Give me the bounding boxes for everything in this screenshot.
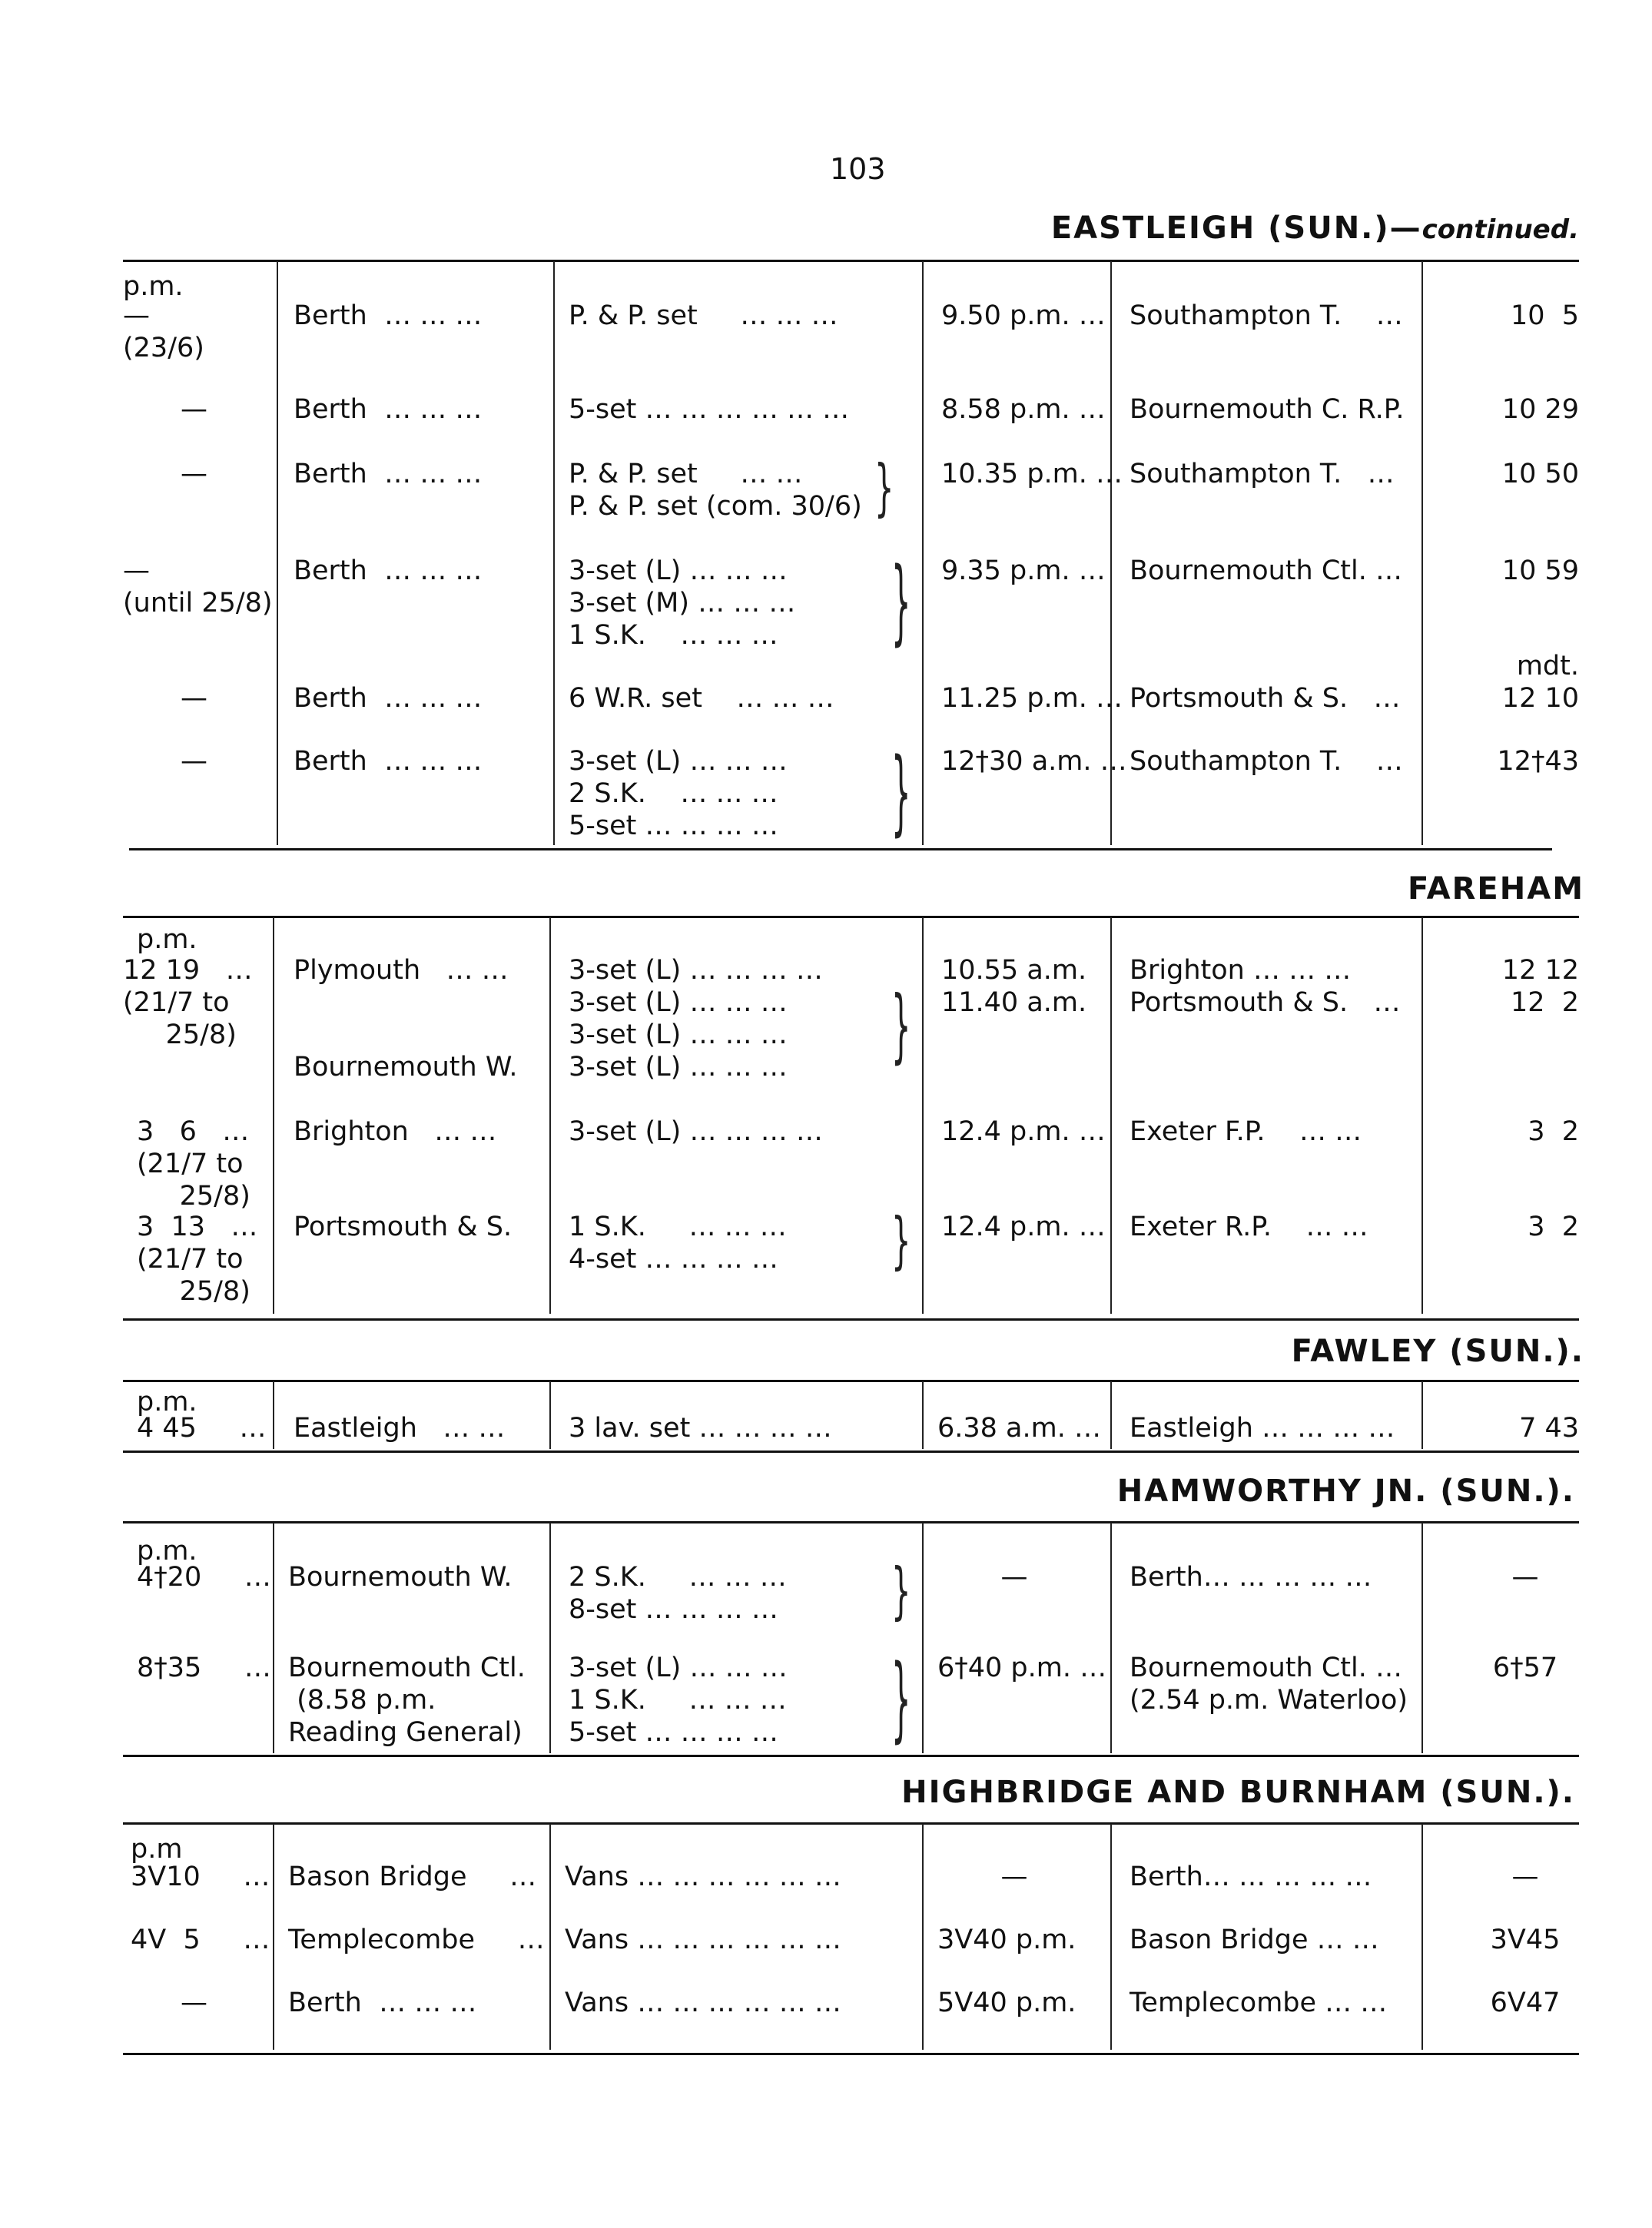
table-cell: Bournemouth Ctl. … (1130, 555, 1402, 586)
table-cell: 8†35 … (137, 1653, 271, 1683)
table-cell: 3 2 (1528, 1212, 1579, 1242)
table-cell: P. & P. set … … … (569, 300, 838, 331)
table-cell: 10.35 p.m. … (941, 459, 1123, 489)
table-cell: Vans … … … … … … (565, 1925, 841, 1955)
table-cell: — (181, 1988, 207, 2018)
horizontal-rule (129, 848, 1552, 850)
section-title-hamworthy: HAMWORTHY JN. (SUN.). (1116, 1474, 1575, 1509)
brace-icon: } (891, 1206, 911, 1277)
table-cell: Portsmouth & S. (294, 1212, 513, 1242)
table-cell: 12†43 (1497, 746, 1579, 777)
section-title-fawley: FAWLEY (SUN.). (1291, 1334, 1584, 1369)
table-cell: 4†20 … (137, 1562, 271, 1593)
table-cell: 3V40 p.m. (937, 1925, 1076, 1955)
table-cell: Bason Bridge … … (1130, 1925, 1379, 1955)
table-cell: 10 50 (1501, 459, 1579, 489)
table-cell: Berth … … … (288, 1988, 477, 2018)
table-cell: Berth … … … (294, 459, 483, 489)
table-cell: P. & P. set … … P. & P. set (com. 30/6) (569, 459, 862, 522)
table-cell: Brighton … … … Portsmouth & S. … (1130, 955, 1401, 1018)
table-cell: 4V 5 … (131, 1925, 270, 1955)
horizontal-rule (123, 1755, 1579, 1757)
table-cell: Plymouth … … Bournemouth W. (294, 955, 518, 1083)
table-cell: 3V10 … (131, 1862, 270, 1892)
table-cell: 12†30 a.m. … (941, 746, 1127, 777)
table-cell: — (181, 746, 207, 777)
table-cell: Templecombe … … (1130, 1988, 1388, 2018)
table-cell: 11.25 p.m. … (941, 683, 1123, 714)
brace-icon: } (891, 980, 911, 1073)
table-cell: Bournemouth Ctl. … (2.54 p.m. Waterloo) (1130, 1653, 1408, 1716)
table-cell: Southampton T. … (1130, 300, 1403, 331)
table-cell: 10 5 (1510, 300, 1579, 331)
table-cell: Southampton T. … (1130, 746, 1403, 777)
section-title-eastleigh (1051, 211, 1579, 246)
table-cell: Berth… … … … … (1130, 1562, 1372, 1593)
table-cell: 3V45 (1490, 1925, 1561, 1955)
table-cell: — (1511, 1862, 1539, 1892)
section-title-highbridge: HIGHBRIDGE AND BURNHAM (SUN.). (901, 1775, 1575, 1810)
table-cell: Vans … … … … … … (565, 1862, 841, 1892)
unit-label: p.m. (123, 271, 184, 302)
table-cell: — (23/6) (123, 300, 204, 363)
table-cell: 3 6 … (21/7 to 25/8) (137, 1116, 250, 1212)
brace-icon: } (891, 1647, 911, 1753)
table-cell: Bournemouth W. (288, 1562, 513, 1593)
brace-icon: } (891, 741, 911, 847)
table-cell: — (181, 459, 207, 489)
unit-label: p.m (131, 1834, 183, 1865)
table-cell: — (until 25/8) (123, 555, 273, 618)
unit-label: p.m. (137, 1387, 197, 1417)
table-cell: — (1511, 1562, 1539, 1593)
table-cell: 3-set (L) … … … 3-set (M) … … … 1 S.K. … … … (569, 555, 796, 651)
table-cell: 12.4 p.m. … (941, 1116, 1106, 1147)
table-cell: 6†40 p.m. … (937, 1653, 1107, 1683)
table-cell: 4 45 … (137, 1413, 267, 1444)
table-cell: Bason Bridge … (288, 1862, 537, 1892)
table-cell: Portsmouth & S. … (1130, 683, 1401, 714)
horizontal-rule (123, 1318, 1579, 1321)
section-fareham (123, 917, 1579, 1314)
table-cell: 6†57 (1492, 1653, 1558, 1683)
table-cell: 6.38 a.m. … (937, 1413, 1101, 1444)
table-cell: 9.35 p.m. … (941, 555, 1106, 586)
table-cell: Berth … … … (294, 394, 483, 425)
table-cell: 3 13 … (21/7 to 25/8) (137, 1212, 258, 1307)
table-cell: Exeter R.P. … … (1130, 1212, 1368, 1242)
section-fawley (123, 1381, 1579, 1449)
table-cell: — (1000, 1862, 1028, 1892)
section-hamworthy (123, 1523, 1579, 1753)
horizontal-rule (123, 2053, 1579, 2055)
table-cell: 10.55 a.m. 11.40 a.m. (941, 955, 1087, 1018)
column-divider (1110, 1523, 1112, 1753)
table-cell: 10 59 (1501, 555, 1579, 586)
table-cell: Berth … … … (294, 300, 483, 331)
table-cell: 2 S.K. … … … 8-set … … … … (569, 1562, 787, 1625)
table-cell: Eastleigh … … (294, 1413, 506, 1444)
table-cell: Brighton … … (294, 1116, 497, 1147)
brace-icon: } (891, 1557, 911, 1627)
section-title-continued: continued. (1421, 214, 1579, 245)
section-eastleigh (123, 261, 1579, 845)
table-cell: Berth … … … (294, 746, 483, 777)
table-cell: Exeter F.P. … … (1130, 1116, 1362, 1147)
table-cell: 3 lav. set … … … … (569, 1413, 832, 1444)
table-cell: Vans … … … … … … (565, 1988, 841, 2018)
page-number: 103 (830, 152, 886, 186)
table-cell: — (181, 683, 207, 714)
table-cell: Berth … … … (294, 555, 483, 586)
table-cell: 3-set (L) … … … … (569, 1116, 823, 1147)
table-cell: Southampton T. … (1130, 459, 1395, 489)
table-cell: 3-set (L) … … … … 3-set (L) … … … 3-set (L) … … … 3-set (L) … … … (569, 955, 823, 1083)
table-cell: 12 12 12 2 (1501, 955, 1579, 1018)
table-cell: Bournemouth C. R.P. (1130, 394, 1405, 425)
horizontal-rule (123, 1451, 1579, 1453)
table-cell: 7 43 (1519, 1413, 1579, 1444)
section-highbridge (123, 1824, 1579, 2050)
table-cell: — (181, 394, 207, 425)
unit-label: p.m. (137, 924, 197, 955)
table-cell: 12 19 … (21/7 to 25/8) (123, 955, 253, 1050)
table-cell: 3-set (L) … … … 2 S.K. … … … 5-set … … … … (569, 746, 788, 841)
table-cell: — (1000, 1562, 1028, 1593)
table-cell: 10 29 (1501, 394, 1579, 425)
table-cell: Berth … … … (294, 683, 483, 714)
table-cell: 1 S.K. … … … 4-set … … … … (569, 1212, 787, 1275)
table-cell: Berth… … … … … (1130, 1862, 1372, 1892)
table-cell: 3 2 (1528, 1116, 1579, 1147)
table-cell: Bournemouth Ctl. (8.58 p.m. Reading General) (288, 1653, 526, 1748)
table-cell: 6 W.R. set … … … (569, 683, 834, 714)
table-cell: 9.50 p.m. … (941, 300, 1106, 331)
section-title-text: EASTLEIGH (SUN.)— (1050, 211, 1422, 246)
section-title-fareham: FAREHAM (1407, 871, 1584, 907)
table-cell: 6V47 (1490, 1988, 1561, 2018)
table-cell: Templecombe … (288, 1925, 545, 1955)
table-cell: 5V40 p.m. (937, 1988, 1076, 2018)
brace-icon: } (891, 550, 911, 656)
brace-icon: } (874, 453, 894, 524)
table-cell: mdt. 12 10 (1501, 651, 1579, 714)
column-divider (1421, 1523, 1423, 1753)
table-cell: 12.4 p.m. … (941, 1212, 1106, 1242)
unit-label: p.m. (137, 1536, 197, 1567)
table-cell: 3-set (L) … … … 1 S.K. … … … 5-set … … … … (569, 1653, 788, 1748)
table-cell: 5-set … … … … … … (569, 394, 850, 425)
table-cell: 8.58 p.m. … (941, 394, 1106, 425)
table-cell: Eastleigh … … … … (1130, 1413, 1395, 1444)
